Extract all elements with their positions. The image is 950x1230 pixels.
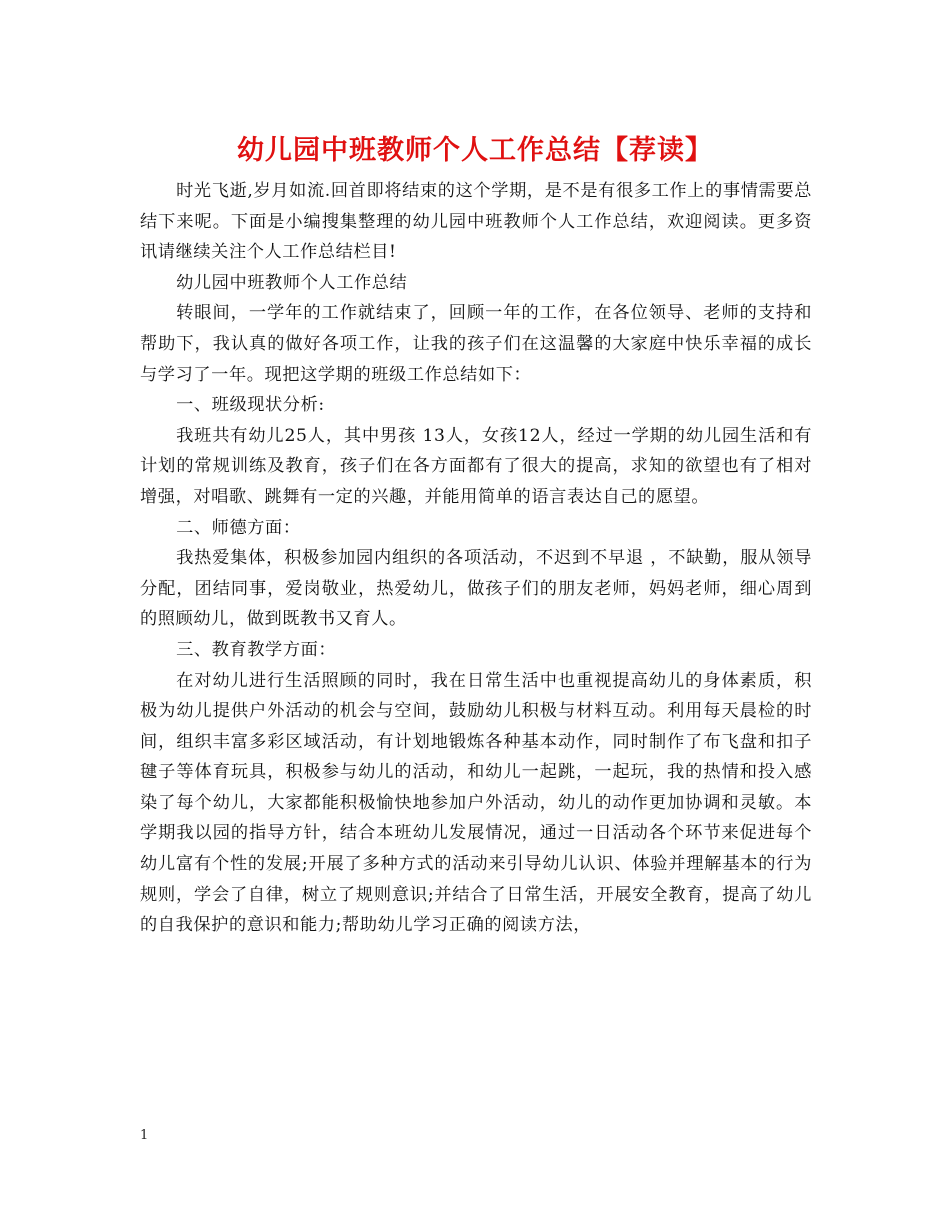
paragraph-opening: 转眼间，一学年的工作就结束了，回顾一年的工作，在各位领导、老师的支持和帮助下，我认真的做好各项工作，让我的孩子们在这温馨的大家庭中快乐幸福的成长与学习了一年。现把这学期的班级工作总结如下： (140, 303, 812, 385)
section-heading-class-status: 一、班级现状分析: (176, 395, 325, 416)
section-heading-ethics: 二、师德方面： (176, 517, 301, 538)
section-heading-teaching: 三、教育教学方面： (176, 639, 337, 660)
paragraph-teaching: 在对幼儿进行生活照顾的同时，我在日常生活中也重视提高幼儿的身体素质，积极为幼儿提供户外活动的机会与空间，鼓励幼儿积极与材料互动。利用每天晨检的时间，组织丰富多彩区域活动，有计划地锻炼各种基本动作，同时制作了布飞盘和扣子毽子等体育玩具，积极参与幼儿的活动，和幼儿一起跳，一起玩，我的热情和投入感染了每个幼儿，大家都能积极愉快地参加户外活动，幼儿的动作更加协调和灵敏。本学期我以园的指导方针，结合本班幼儿发展情况，通过一日活动各个环节来促进每个幼儿富有个性的发展;开展了多种方式的活动来引导幼儿认识、体验并理解基本的行为规则，学会了自律，树立了规则意识;并结合了日常生活，开展安全教育，提高了幼儿的自我保护的意识和能力;帮助幼儿学习正确的阅读方法， (140, 670, 812, 936)
paragraph-ethics: 我热爱集体，积极参加园内组织的各项活动，不迟到不早退 ，不缺勤，服从领导分配，团结同事，爱岗敬业，热爱幼儿，做孩子们的朋友老师，妈妈老师，细心周到的照顾幼儿，做到既教书又育人。 (140, 548, 812, 630)
page-number: 1 (140, 1128, 149, 1143)
document-title: 幼儿园中班教师个人工作总结【荐读】 (237, 135, 713, 166)
document-body (140, 176, 812, 941)
paragraph-subtitle: 幼儿园中班教师个人工作总结 (176, 272, 408, 293)
paragraph-intro: 时光飞逝,岁月如流.回首即将结束的这个学期，是不是有很多工作上的事情需要总结下来呢。下面是小编搜集整理的幼儿园中班教师个人工作总结，欢迎阅读。更多资讯请继续关注个人工作总结栏目! (140, 181, 812, 263)
paragraph-class-status: 我班共有幼儿25人，其中男孩 13人，女孩12人，经过一学期的幼儿园生活和有计划的常规训练及教育，孩子们在各方面都有了很大的提高，求知的欲望也有了相对增强，对唱歌、跳舞有一定的兴趣，并能用简单的语言表达自己的愿望。 (140, 425, 812, 507)
